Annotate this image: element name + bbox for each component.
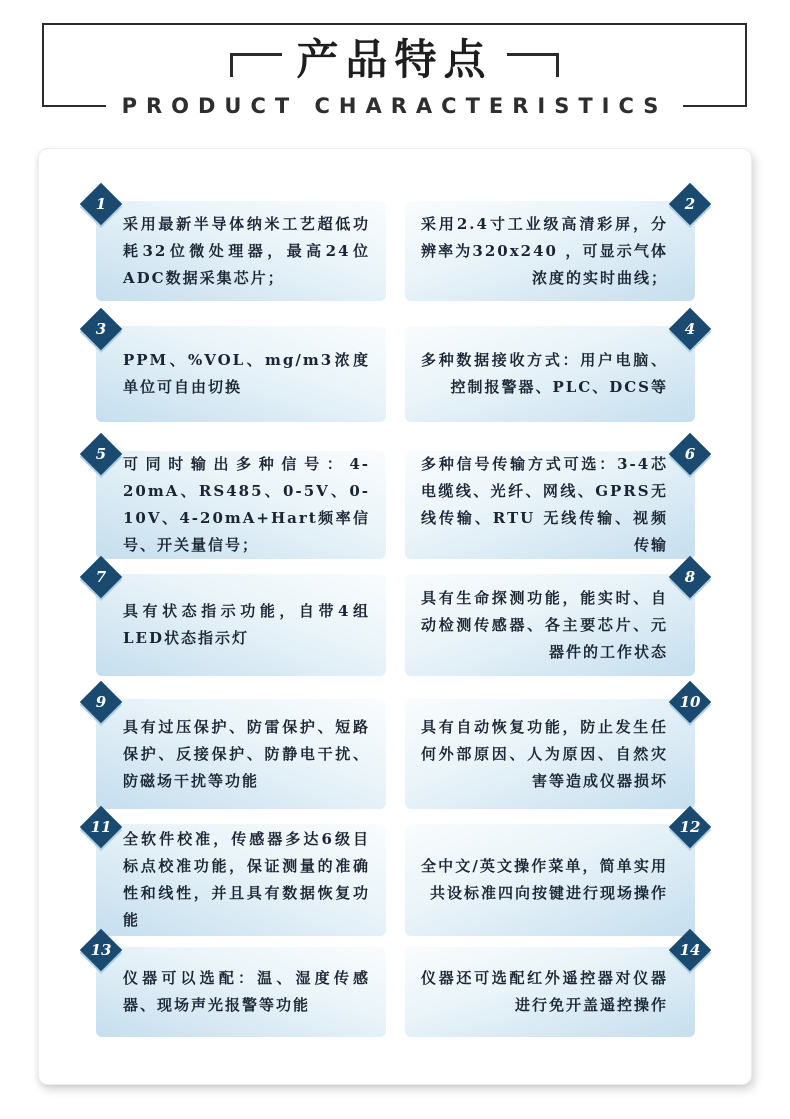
feature-14-number-badge bbox=[669, 929, 711, 971]
feature-2-text: 采用2.4寸工业级高清彩屏，分辨率为320x240 ，可显示气体浓度的实时曲线； bbox=[421, 214, 668, 287]
feature-14-number: 14 bbox=[679, 941, 701, 959]
feature-box-8 bbox=[405, 568, 696, 676]
feature-10-number: 10 bbox=[679, 693, 701, 711]
feature-box-12 bbox=[405, 818, 701, 936]
feature-10-number-badge bbox=[669, 681, 711, 723]
page-subtitle: PRODUCT CHARACTERISTICS bbox=[106, 94, 684, 118]
feature-6-text: 多种信号传输方式可选：3-4芯电缆线、光纤、网线、GPRS无线传输、RTU 无线传输、视频传输 bbox=[421, 455, 668, 554]
feature-12-number: 12 bbox=[679, 818, 701, 836]
feature-box-10 bbox=[405, 693, 701, 809]
feature-8-text: 具有生命探测功能，能实时、自动检测传感器、各主要芯片、元器件的工作状态 bbox=[421, 588, 668, 661]
feature-box-4 bbox=[405, 320, 696, 422]
feature-2-number: 2 bbox=[684, 195, 696, 213]
feature-8-number-badge bbox=[669, 556, 711, 598]
feature-13-number-badge bbox=[80, 929, 122, 971]
feature-13-number: 13 bbox=[90, 941, 112, 959]
feature-12-number-badge bbox=[669, 806, 711, 848]
feature-row-6 bbox=[90, 818, 701, 947]
feature-4-number: 4 bbox=[684, 320, 696, 338]
feature-box-5 bbox=[95, 445, 386, 559]
feature-box-6 bbox=[405, 445, 696, 559]
feature-4-text: 多种数据接收方式：用户电脑、控制报警器、PLC、DCS等 bbox=[421, 351, 668, 396]
feature-9-number: 9 bbox=[95, 693, 107, 711]
feature-11-number: 11 bbox=[90, 818, 112, 836]
feature-row-1 bbox=[95, 195, 696, 326]
feature-13-text: 仪器可以选配：温、湿度传感器、现场声光报警等功能 bbox=[123, 969, 370, 1014]
feature-1-text: 采用最新半导体纳米工艺超低功耗32位微处理器，最高24位ADC数据采集芯片； bbox=[123, 214, 370, 287]
feature-box-14 bbox=[405, 941, 701, 1037]
feature-3-number-badge bbox=[80, 308, 122, 350]
title-row bbox=[44, 37, 745, 83]
page-title: 产品特点 bbox=[296, 35, 493, 84]
feature-6-number: 6 bbox=[684, 445, 696, 463]
title-bracket-left-icon bbox=[230, 53, 282, 77]
feature-box-1 bbox=[95, 195, 386, 301]
title-bracket-right-icon bbox=[507, 53, 559, 77]
feature-2-number-badge bbox=[669, 183, 711, 225]
feature-6-number-badge bbox=[669, 433, 711, 475]
header-frame bbox=[42, 23, 747, 118]
feature-11-number-badge bbox=[80, 806, 122, 848]
feature-9-number-badge bbox=[80, 681, 122, 723]
feature-12-text: 全中文/英文操作菜单，简单实用共设标准四向按键进行现场操作 bbox=[421, 857, 668, 902]
feature-8-number: 8 bbox=[684, 568, 696, 586]
feature-3-text: PPM、%VOL、mg/m3浓度单位可自由切换 bbox=[123, 351, 370, 396]
feature-row-5 bbox=[95, 693, 701, 824]
feature-box-13 bbox=[90, 941, 386, 1037]
feature-row-4 bbox=[95, 568, 696, 699]
feature-3-number: 3 bbox=[95, 320, 107, 338]
feature-7-text: 具有状态指示功能，自带4组LED状态指示灯 bbox=[123, 602, 370, 647]
feature-box-7 bbox=[95, 568, 386, 676]
feature-1-number-badge bbox=[80, 183, 122, 225]
feature-row-7 bbox=[90, 941, 701, 1037]
feature-box-2 bbox=[405, 195, 696, 301]
feature-11-text: 全软件校准，传感器多达6级目标点校准功能，保证测量的准确性和线性，并且具有数据恢复功能 bbox=[123, 830, 370, 929]
feature-7-number-badge bbox=[80, 556, 122, 598]
feature-row-3 bbox=[95, 445, 696, 574]
feature-4-number-badge bbox=[669, 308, 711, 350]
features-card bbox=[38, 148, 752, 1085]
feature-9-text: 具有过压保护、防雷保护、短路保护、反接保护、防静电干扰、防磁场干扰等功能 bbox=[123, 717, 370, 790]
feature-box-9 bbox=[95, 693, 386, 809]
feature-row-2 bbox=[95, 320, 696, 451]
feature-box-11 bbox=[90, 818, 386, 936]
feature-7-number: 7 bbox=[95, 568, 107, 586]
feature-5-number-badge bbox=[80, 433, 122, 475]
feature-10-text: 具有自动恢复功能，防止发生任何外部原因、人为原因、自然灾害等造成仪器损坏 bbox=[421, 717, 668, 790]
feature-5-number: 5 bbox=[95, 445, 107, 463]
feature-box-3 bbox=[95, 320, 386, 422]
feature-1-number: 1 bbox=[95, 195, 107, 213]
feature-14-text: 仪器还可选配红外遥控器对仪器进行免开盖遥控操作 bbox=[421, 969, 668, 1014]
feature-5-text: 可同时输出多种信号：4-20mA、RS485、0-5V、0-10V、4-20mA+Hart频率信号、开关量信号； bbox=[123, 455, 370, 554]
